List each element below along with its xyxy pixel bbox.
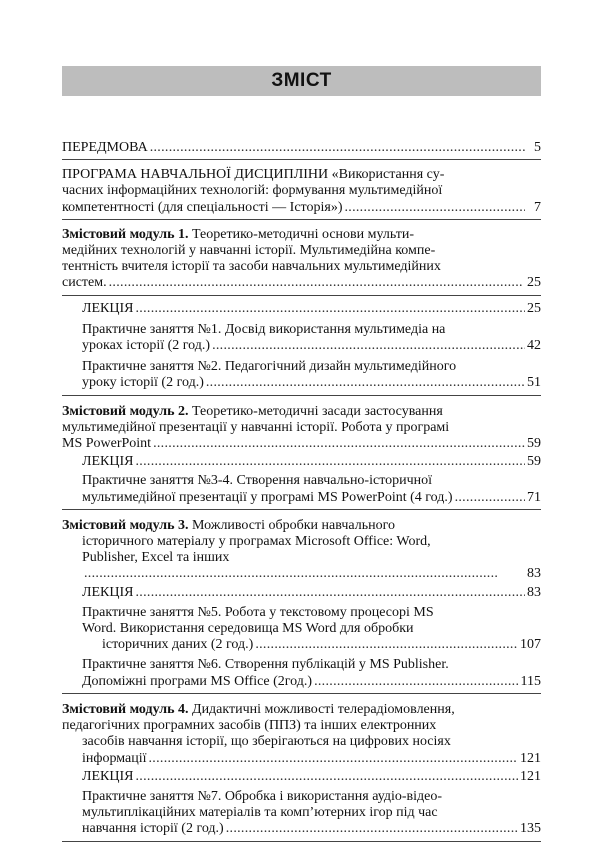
toc-entry-text: Практичне заняття №1. Досвід використання мультимедіа на [82,321,446,337]
toc-leader-dots [314,674,518,690]
toc-page-number: 71 [527,489,541,505]
toc-entry-text: навчання історії (2 год.) [82,821,224,837]
toc-page-number: 107 [520,637,541,653]
toc-page-number: 42 [527,338,541,354]
toc-entry-text: ЛЕКЦІЯ [82,768,134,784]
toc-page-number: 115 [520,673,541,689]
toc-page-number: 135 [520,821,541,837]
toc-entry-text: історичного матеріалу у програмах Microsoft Office: Word, [82,534,431,550]
toc-entry-module-2-lecture[interactable] [82,454,541,472]
toc-leader-dots [84,566,525,582]
toc-entry-text: ПРОГРАМА НАВЧАЛЬНОЇ ДИСЦИПЛІНИ «Використання су- [62,167,445,183]
toc-entry-text: мультимедійної презентації у навчанні історії. Робота у програмі [62,419,450,435]
toc-entry-practice-7[interactable] [62,789,541,842]
toc-entry-text: часних інформаційних технологій: формування мультимедійної [62,183,443,199]
toc-leader-dots [149,751,519,767]
toc-entry-text: засобів навчання історії, що зберігаються на цифрових носіях [82,734,451,750]
toc-leader-dots [109,275,525,291]
toc-entry-text: мультимедійної презентації у програмі MS PowerPoint (4 год.) [82,489,453,505]
page-title [62,66,541,96]
toc-entry-text: ПЕРЕДМОВА [62,140,148,155]
toc-entry-module-1[interactable] [62,227,541,296]
toc-entry-practice-6[interactable] [62,657,541,693]
toc-entry-text: Допоміжні програми MS Office (2год.) [82,673,313,689]
toc-page-number: 51 [527,375,541,391]
toc-leader-dots [136,769,519,785]
toc-page-number: 83 [527,566,541,582]
toc-entry-text: Теоретико-методичні засади застосування [188,403,443,419]
toc-entry-text: Word. Використання середовища MS Word для обробки [82,621,414,637]
toc-page-number: 83 [527,584,541,600]
toc-entry-text: систем. [62,275,107,291]
toc-page-number: 7 [534,199,541,215]
toc-entry-text: Практичне заняття №5. Робота у текстовому процесорі MS [82,604,434,620]
toc-leader-dots [136,301,526,317]
toc-entry-practice-5[interactable] [82,605,541,656]
toc-entry-text: історичних даних (2 год.) [102,637,254,653]
toc-entry-text: Практичне заняття №7. Обробка і використання аудіо-відео- [82,788,442,804]
module-label: Змістовий модуль 1. [62,226,189,242]
toc-leader-dots [136,454,526,470]
toc-leader-dots [150,140,525,156]
toc-entry-module-3-lecture[interactable] [82,585,541,603]
table-of-contents [62,140,541,847]
toc-entry-preface[interactable] [62,140,541,160]
toc-entry-module-4[interactable] [62,702,541,768]
toc-entry-module-4-lecture[interactable] [82,769,541,787]
toc-leader-dots [212,338,525,354]
toc-entry-text: Можливості обробки навчального [188,517,395,533]
toc-page-number: 59 [527,454,541,470]
toc-entry-module-2[interactable] [62,404,541,454]
toc-entry-text: Теоретико-методичні основи мульти- [188,226,414,242]
toc-entry-practice-1[interactable] [82,322,541,356]
toc-leader-dots [344,200,525,216]
toc-entry-text: медійних технологій у навчанні історії. Мультимедійна компе- [62,243,436,259]
toc-entry-text: уроках історії (2 год.) [82,338,211,354]
toc-leader-dots [153,436,525,452]
toc-leader-dots [455,490,525,506]
toc-entry-practice-2[interactable] [62,359,541,395]
toc-leader-dots [206,375,525,391]
toc-entry-text: Дидактичні можливості телерадіомовлення, [188,701,455,717]
toc-page-number: 121 [520,768,541,784]
toc-page-number: 59 [527,436,541,452]
page-title-text: ЗМІСТ [271,70,332,91]
toc-entry-module-1-lecture[interactable] [82,301,541,319]
toc-entry-text: Практичне заняття №2. Педагогічний дизайн мультимедійного [82,359,457,375]
toc-leader-dots [226,821,518,837]
toc-page-number: 121 [520,750,541,766]
toc-page-number: 25 [527,300,541,316]
toc-entry-text: ЛЕКЦІЯ [82,300,134,316]
toc-leader-dots [136,585,526,601]
toc-entry-text: ЛЕКЦІЯ [82,454,134,470]
toc-entry-text: ЛЕКЦІЯ [82,584,134,600]
toc-entry-text: MS PowerPoint [62,436,152,452]
toc-entry-text: компетентності (для спеціальності — Історія») [62,199,343,215]
toc-leader-dots [255,637,518,653]
toc-entry-text: педагогічних програмних засобів (ППЗ) та інших електронних [62,718,437,734]
module-label: Змістовий модуль 3. [62,517,189,533]
toc-entry-text: Практичне заняття №6. Створення публікацій у MS Publisher. [82,657,449,673]
toc-entry-text: Publisher, Excel та інших [82,550,230,566]
toc-entry-text: інформації [82,750,147,766]
module-label: Змістовий модуль 2. [62,403,189,419]
toc-entry-program[interactable] [62,167,541,220]
toc-entry-text: Практичне заняття №3-4. Створення навчально-історичної [82,473,433,489]
toc-entry-text: мультиплікаційних матеріалів та комп’ютерних ігор під час [82,805,438,821]
toc-entry-text: уроку історії (2 год.) [82,375,204,391]
module-label: Змістовий модуль 4. [62,701,189,717]
toc-page-number: 5 [534,140,541,155]
toc-entry-text: тентність вчителя історії та засоби навчальних мультимедійних [62,259,441,275]
toc-page-number: 25 [527,275,541,291]
toc-entry-module-3[interactable] [62,518,541,584]
toc-entry-practice-3-4[interactable] [62,473,541,509]
